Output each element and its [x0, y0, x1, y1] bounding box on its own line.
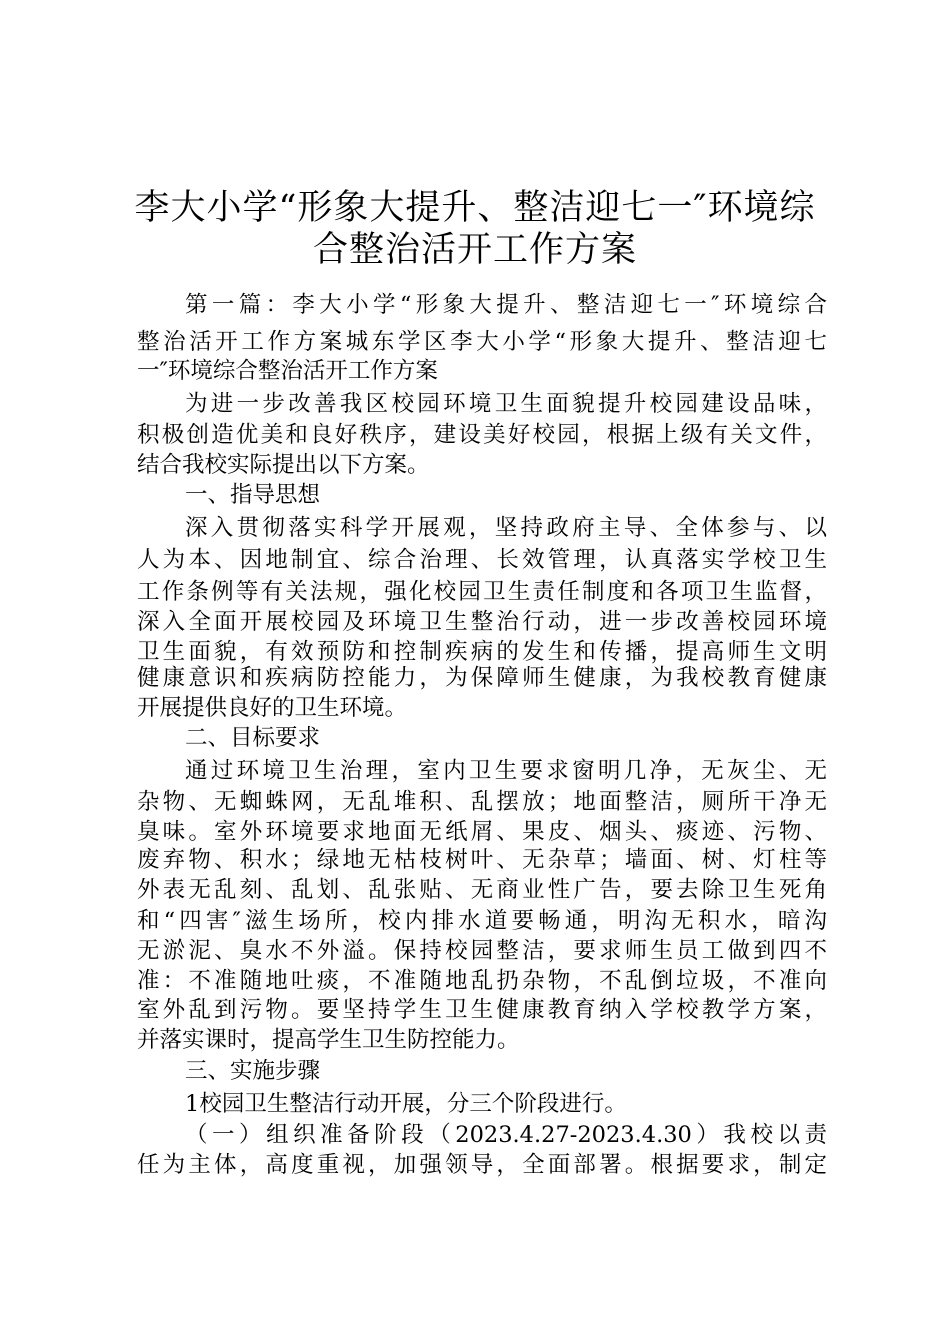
paragraph-line: （一）组织准备阶段（2023.4.27-2023.4.30）我校以责 — [185, 1122, 827, 1148]
paragraph-line: 第一篇：李大小学“形象大提升、整洁迎七一″环境综合 — [185, 292, 827, 318]
paragraph-line: 为进一步改善我区校园环境卫生面貌提升校园建设品味， — [185, 391, 827, 417]
document-title-line-1: 李大小学“形象大提升、整洁迎七一″环境综 — [134, 188, 816, 228]
paragraph-line: 1校园卫生整洁行动开展，分三个阶段进行。 — [185, 1091, 627, 1117]
paragraph-line: 深入全面开展校园及环境卫生整治行动，进一步改善校园环境 — [137, 609, 827, 635]
paragraph-line: 并落实课时，提高学生卫生防控能力。 — [137, 1027, 520, 1053]
paragraph-line: 开展提供良好的卫生环境。 — [137, 695, 408, 721]
paragraph-line: 外表无乱刻、乱划、乱张贴、无商业性广告，要去除卫生死角 — [137, 877, 827, 903]
paragraph-line: 通过环境卫生治理，室内卫生要求窗明几净，无灰尘、无 — [185, 758, 827, 784]
paragraph-line: 和“四害″滋生场所，校内排水道要畅通，明沟无积水，暗沟 — [137, 908, 827, 934]
paragraph-line: 整治活开工作方案城东学区李大小学“形象大提升、整洁迎七 — [137, 329, 827, 355]
paragraph-line: 杂物、无蜘蛛网，无乱堆积、乱摆放；地面整洁，厕所干净无 — [137, 789, 827, 815]
paragraph-line: 无淤泥、臭水不外溢。保持校园整洁，要求师生员工做到四不 — [137, 938, 827, 964]
paragraph-line: 卫生面貌，有效预防和控制疾病的发生和传播，提高师生文明 — [137, 639, 827, 665]
paragraph-line: 一″环境综合整治活开工作方案 — [137, 358, 438, 384]
paragraph-line: 积极创造优美和良好秩序，建设美好校园，根据上级有关文件， — [137, 422, 827, 448]
paragraph-line: 任为主体，高度重视，加强领导，全面部署。根据要求，制定 — [137, 1152, 827, 1178]
paragraph-line: 结合我校实际提出以下方案。 — [137, 452, 430, 478]
section-heading: 二、目标要求 — [185, 725, 321, 751]
document-title-line-2: 合整治活开工作方案 — [312, 230, 637, 270]
paragraph-line: 健康意识和疾病防控能力，为保障师生健康，为我校教育健康 — [137, 665, 827, 691]
paragraph-line: 废弃物、积水；绿地无枯枝树叶、无杂草；墙面、树、灯柱等 — [137, 847, 827, 873]
paragraph-line: 深入贯彻落实科学开展观，坚持政府主导、全体参与、以 — [185, 515, 827, 541]
paragraph-line: 人为本、因地制宜、综合治理、长效管理，认真落实学校卫生 — [137, 547, 827, 573]
paragraph-line: 臭味。室外环境要求地面无纸屑、果皮、烟头、痰迹、污物、 — [137, 819, 827, 845]
section-heading: 一、指导思想 — [185, 482, 321, 508]
paragraph-line: 准：不准随地吐痰，不准随地乱扔杂物，不乱倒垃圾，不准向 — [137, 968, 827, 994]
paragraph-line: 室外乱到污物。要坚持学生卫生健康教育纳入学校教学方案， — [137, 997, 827, 1023]
section-heading: 三、实施步骤 — [185, 1058, 321, 1084]
paragraph-line: 工作条例等有关法规，强化校园卫生责任制度和各项卫生监督， — [137, 579, 827, 605]
